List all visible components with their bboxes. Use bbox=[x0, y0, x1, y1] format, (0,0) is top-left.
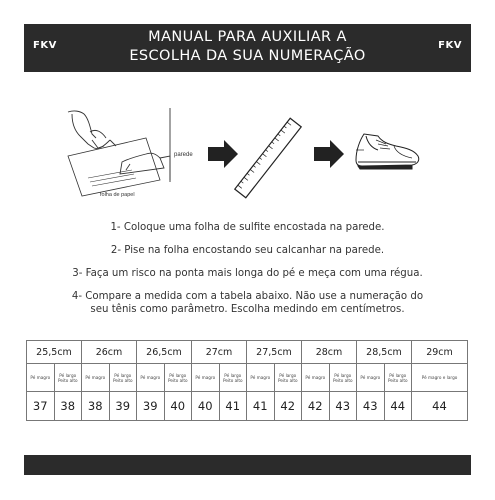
measure-cell: 28cm bbox=[302, 341, 357, 364]
size-cell: 40 bbox=[164, 392, 192, 421]
foot-type-cell: Pé magro bbox=[247, 364, 275, 392]
foot-type-cell: Pé largo Peito alto bbox=[109, 364, 137, 392]
wall-label: parede bbox=[174, 152, 193, 158]
foot-type-row bbox=[27, 364, 468, 392]
size-cell: 42 bbox=[302, 392, 330, 421]
page-title bbox=[84, 28, 411, 66]
measure-cell: 26,5cm bbox=[137, 341, 192, 364]
ruler-icon bbox=[235, 118, 301, 198]
measure-cell: 28,5cm bbox=[357, 341, 412, 364]
size-cell: 41 bbox=[247, 392, 275, 421]
size-cell: 44 bbox=[384, 392, 412, 421]
arrow-right-icon bbox=[314, 140, 344, 168]
foot-type-cell: Pé largo Peito alto bbox=[219, 364, 247, 392]
foot-type-cell: Pé largo Peito alto bbox=[329, 364, 357, 392]
foot-type-cell: Pé magro bbox=[192, 364, 220, 392]
arrow-right-icon bbox=[208, 140, 238, 168]
title-line-1: MANUAL PARA AUXILIAR A bbox=[148, 29, 347, 45]
size-cell: 40 bbox=[192, 392, 220, 421]
paper-label: folha de papel bbox=[100, 192, 135, 198]
title-line-2: ESCOLHA DA SUA NUMERAÇÃO bbox=[129, 48, 366, 64]
size-cell: 39 bbox=[137, 392, 165, 421]
instructions bbox=[30, 222, 465, 316]
foot-type-cell: Pé largo Peito alto bbox=[384, 364, 412, 392]
measure-cell: 27,5cm bbox=[247, 341, 302, 364]
brand-logo-left: FKV bbox=[33, 40, 57, 51]
foot-type-cell: Pé magro bbox=[82, 364, 110, 392]
instruction-step-1: 1- Coloque uma folha de sulfite encostada na parede. bbox=[110, 222, 385, 233]
shoe-icon bbox=[356, 134, 419, 169]
foot-type-cell: Pé magro bbox=[357, 364, 385, 392]
instruction-step-2: 2- Pise na folha encostando seu calcanhar na parede. bbox=[110, 245, 385, 256]
foot-type-cell: Pé largo Peito alto bbox=[54, 364, 82, 392]
size-cell: 42 bbox=[274, 392, 302, 421]
size-cell: 38 bbox=[54, 392, 82, 421]
brand-logo-right: FKV bbox=[438, 40, 462, 51]
foot-type-cell: Pé magro bbox=[302, 364, 330, 392]
size-cell: 44 bbox=[412, 392, 468, 421]
header-banner bbox=[24, 24, 471, 72]
size-cell: 43 bbox=[357, 392, 385, 421]
foot-on-paper-icon bbox=[68, 108, 170, 196]
foot-type-cell: Pé largo Peito alto bbox=[164, 364, 192, 392]
size-table bbox=[26, 340, 468, 421]
foot-type-cell: Pé magro e largo bbox=[412, 364, 468, 392]
size-row bbox=[27, 392, 468, 421]
size-cell: 37 bbox=[27, 392, 55, 421]
measure-row bbox=[27, 341, 468, 364]
instruction-step-3: 3- Faça um risco na ponta mais longa do pé e meça com uma régua. bbox=[72, 268, 423, 279]
measure-cell: 27cm bbox=[192, 341, 247, 364]
size-cell: 43 bbox=[329, 392, 357, 421]
foot-type-cell: Pé magro bbox=[137, 364, 165, 392]
measure-cell: 26cm bbox=[82, 341, 137, 364]
measurement-illustration bbox=[60, 100, 440, 210]
measure-cell: 25,5cm bbox=[27, 341, 82, 364]
footer-bar bbox=[24, 455, 471, 475]
foot-type-cell: Pé magro bbox=[27, 364, 55, 392]
instruction-step-4-cont: seu tênis como parâmetro. Escolha medindo em centímetros. bbox=[90, 303, 405, 315]
size-cell: 39 bbox=[109, 392, 137, 421]
foot-type-cell: Pé largo Peito alto bbox=[274, 364, 302, 392]
measure-cell: 29cm bbox=[412, 341, 468, 364]
size-cell: 38 bbox=[82, 392, 110, 421]
size-cell: 41 bbox=[219, 392, 247, 421]
instruction-step-4: 4- Compare a medida com a tabela abaixo. Não use a numeração do bbox=[71, 291, 424, 302]
